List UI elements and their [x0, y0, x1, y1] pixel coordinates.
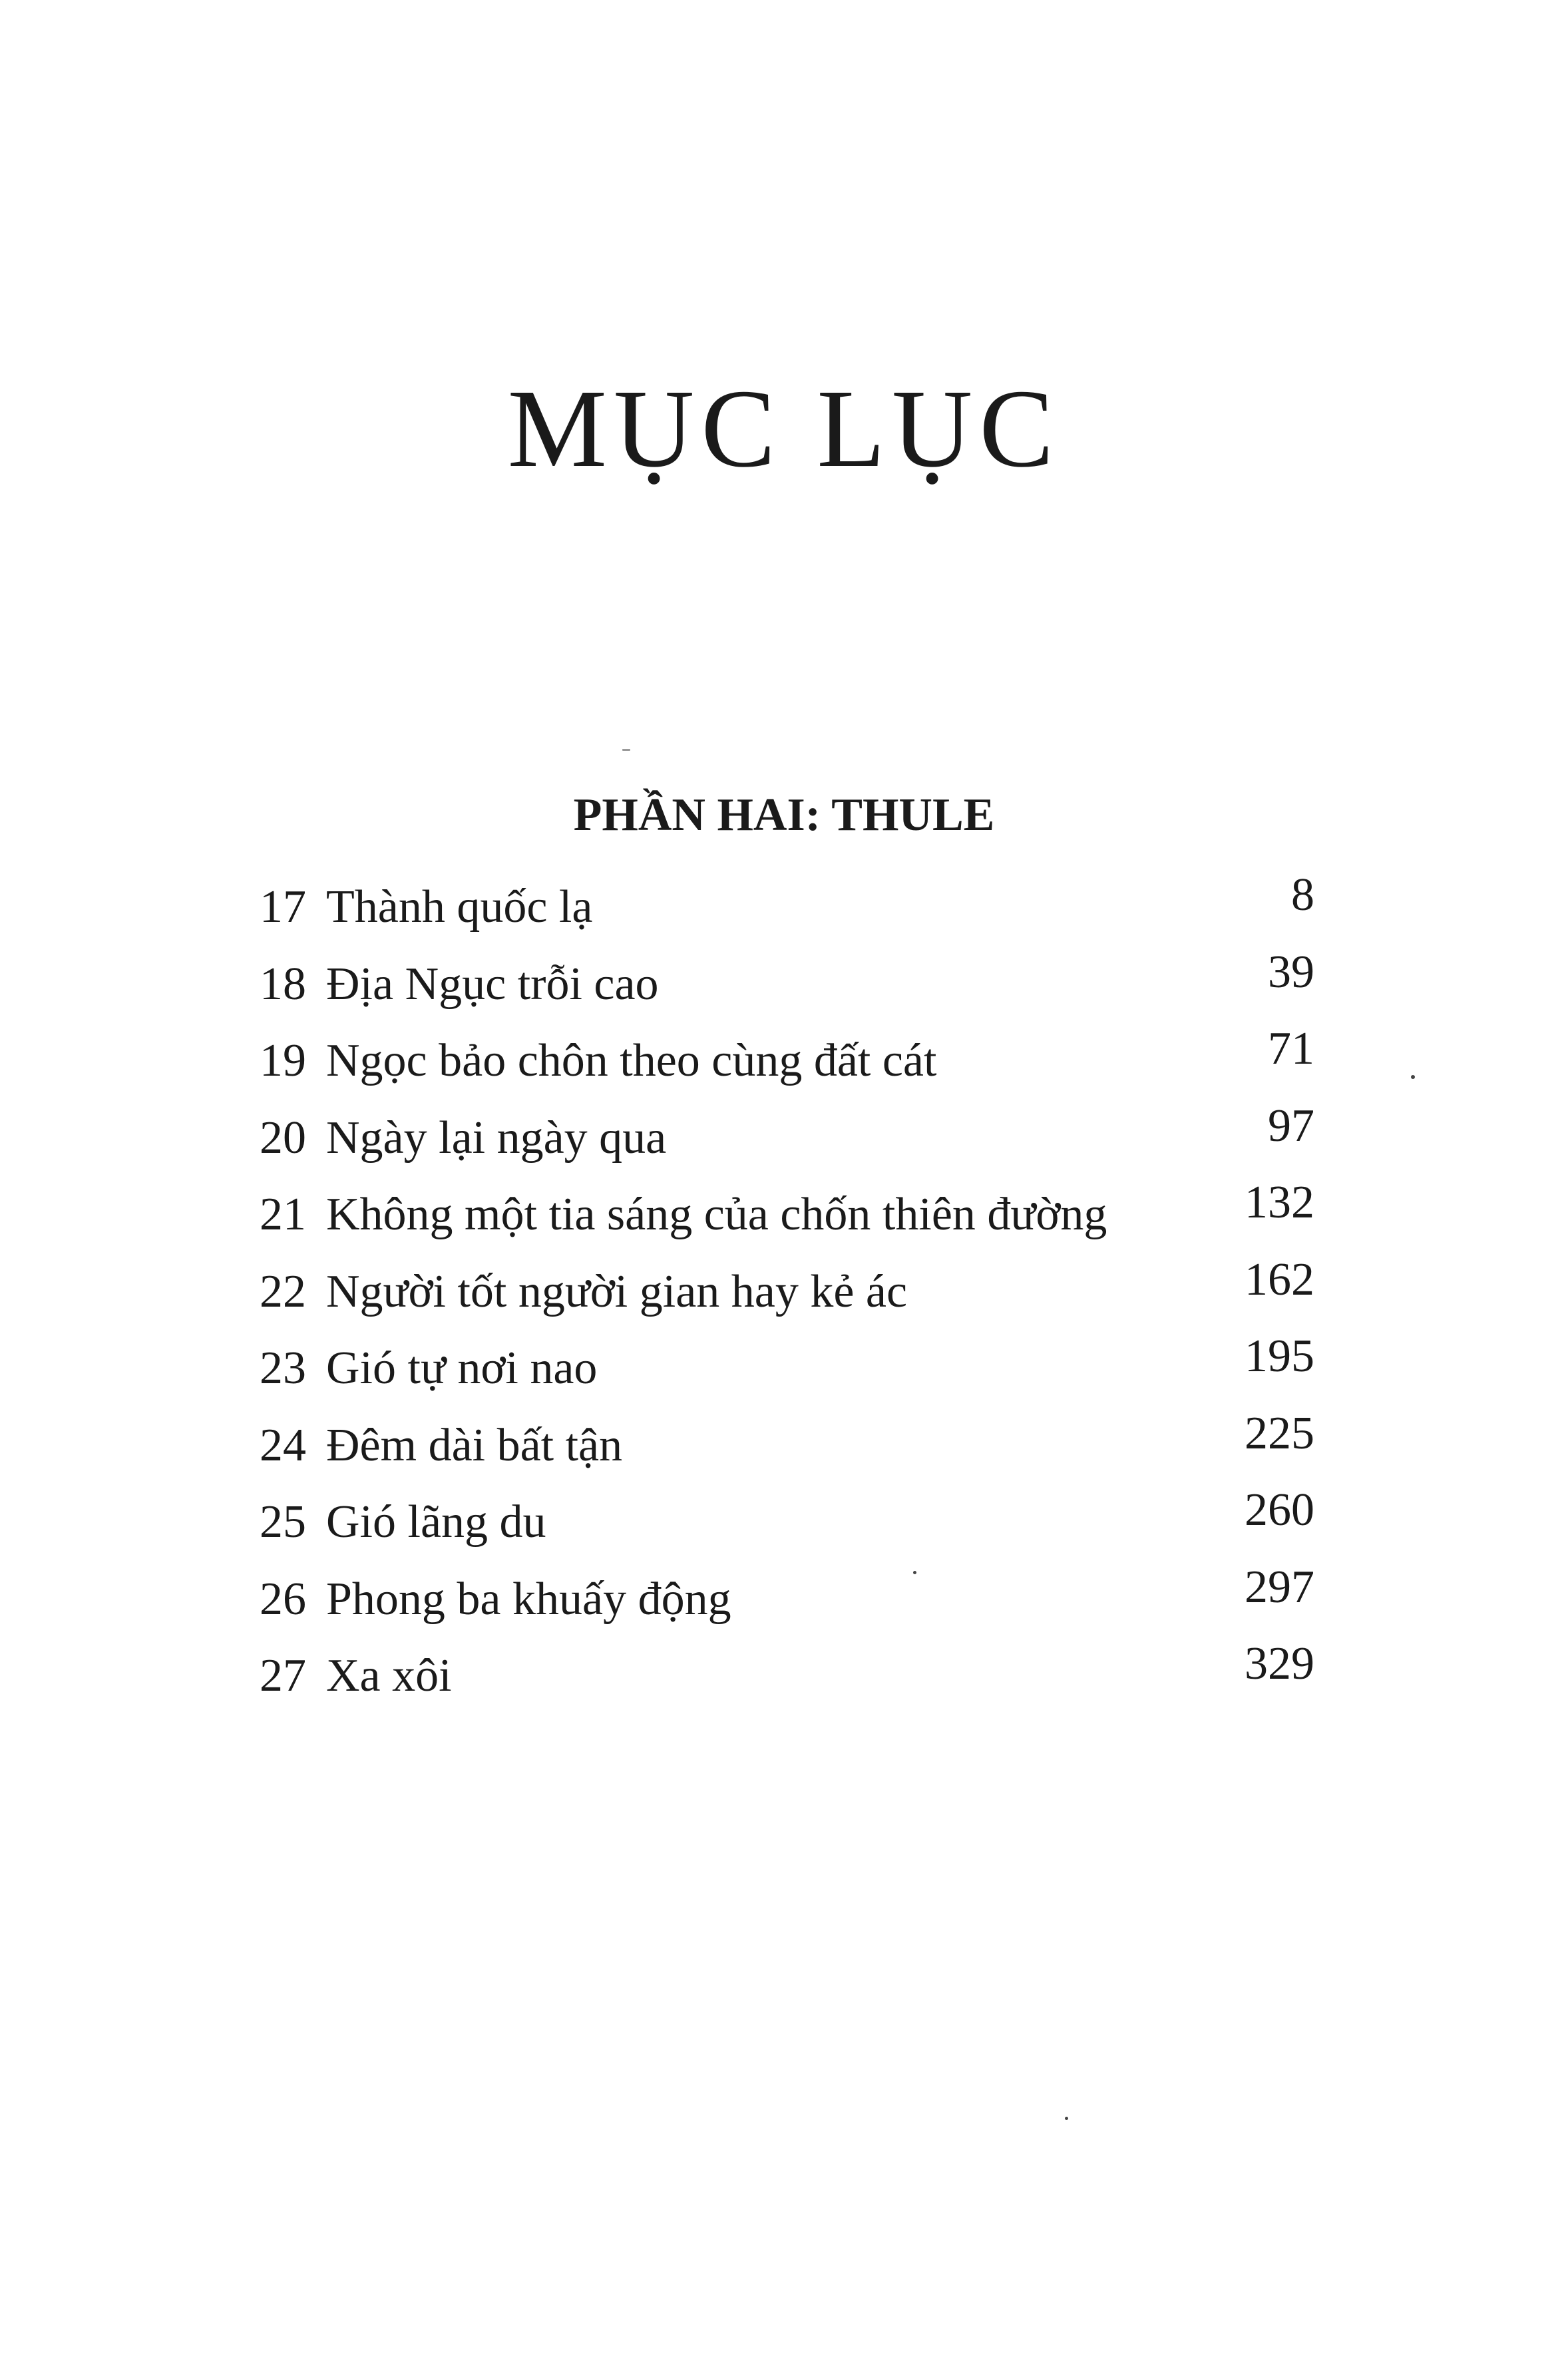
toc-entry-26 — [260, 1561, 1314, 1641]
page-number: 8 — [1291, 869, 1314, 921]
chapter-title: Đêm dài bất tận — [326, 1419, 623, 1471]
chapter-title: Không một tia sáng của chốn thiên đường — [326, 1189, 1107, 1240]
chapter-number: 27 — [260, 1650, 306, 1701]
toc-entry-22 — [260, 1253, 1314, 1334]
chapter-number: 22 — [260, 1265, 306, 1317]
page-number: 260 — [1245, 1484, 1314, 1536]
chapter-title: Người tốt người gian hay kẻ ác — [326, 1265, 908, 1317]
page-number: 225 — [1245, 1407, 1314, 1459]
chapter-title: Xa xôi — [326, 1650, 452, 1701]
toc-entry-18 — [260, 946, 1314, 1026]
print-speck — [1065, 2117, 1068, 2120]
chapter-number: 26 — [260, 1573, 306, 1625]
chapter-title: Địa Ngục trỗi cao — [326, 958, 659, 1010]
toc-entry-23 — [260, 1333, 1314, 1410]
page-number: 195 — [1245, 1331, 1314, 1382]
page-number: 97 — [1268, 1100, 1314, 1152]
section-heading: PHẦN HAI: THULE — [573, 789, 995, 841]
chapter-title: Gió lãng du — [326, 1496, 546, 1548]
table-of-contents — [260, 869, 1314, 1718]
page-title: MỤC LỤC — [507, 367, 1061, 491]
chapter-title: Ngày lại ngày qua — [326, 1112, 667, 1164]
chapter-number: 18 — [260, 958, 306, 1010]
chapter-title: Gió tự nơi nao — [326, 1343, 598, 1394]
page-number: 162 — [1245, 1253, 1314, 1305]
chapter-number: 21 — [260, 1189, 306, 1240]
chapter-number: 20 — [260, 1112, 306, 1164]
chapter-title: Ngọc bảo chôn theo cùng đất cát — [326, 1035, 937, 1086]
chapter-title: Thành quốc lạ — [326, 881, 593, 933]
toc-entry-20 — [260, 1100, 1314, 1180]
page-number: 132 — [1245, 1177, 1314, 1228]
toc-entry-27 — [260, 1638, 1314, 1718]
chapter-number: 23 — [260, 1343, 306, 1394]
chapter-title: Phong ba khuấy động — [326, 1573, 731, 1625]
print-speck — [1411, 1075, 1415, 1079]
chapter-number: 19 — [260, 1035, 306, 1086]
chapter-number: 25 — [260, 1496, 306, 1548]
print-speck — [622, 749, 630, 751]
toc-entry-17 — [260, 869, 1314, 949]
toc-entry-25 — [260, 1484, 1314, 1564]
page-number: 39 — [1268, 946, 1314, 998]
toc-entry-19 — [260, 1023, 1314, 1103]
page-number: 329 — [1245, 1638, 1314, 1689]
page-number: 71 — [1268, 1023, 1314, 1074]
toc-entry-24 — [260, 1407, 1314, 1488]
print-speck — [913, 1571, 916, 1574]
toc-entry-21 — [260, 1177, 1314, 1257]
page-number: 297 — [1245, 1561, 1314, 1613]
chapter-number: 17 — [260, 881, 306, 933]
chapter-number: 24 — [260, 1419, 306, 1471]
